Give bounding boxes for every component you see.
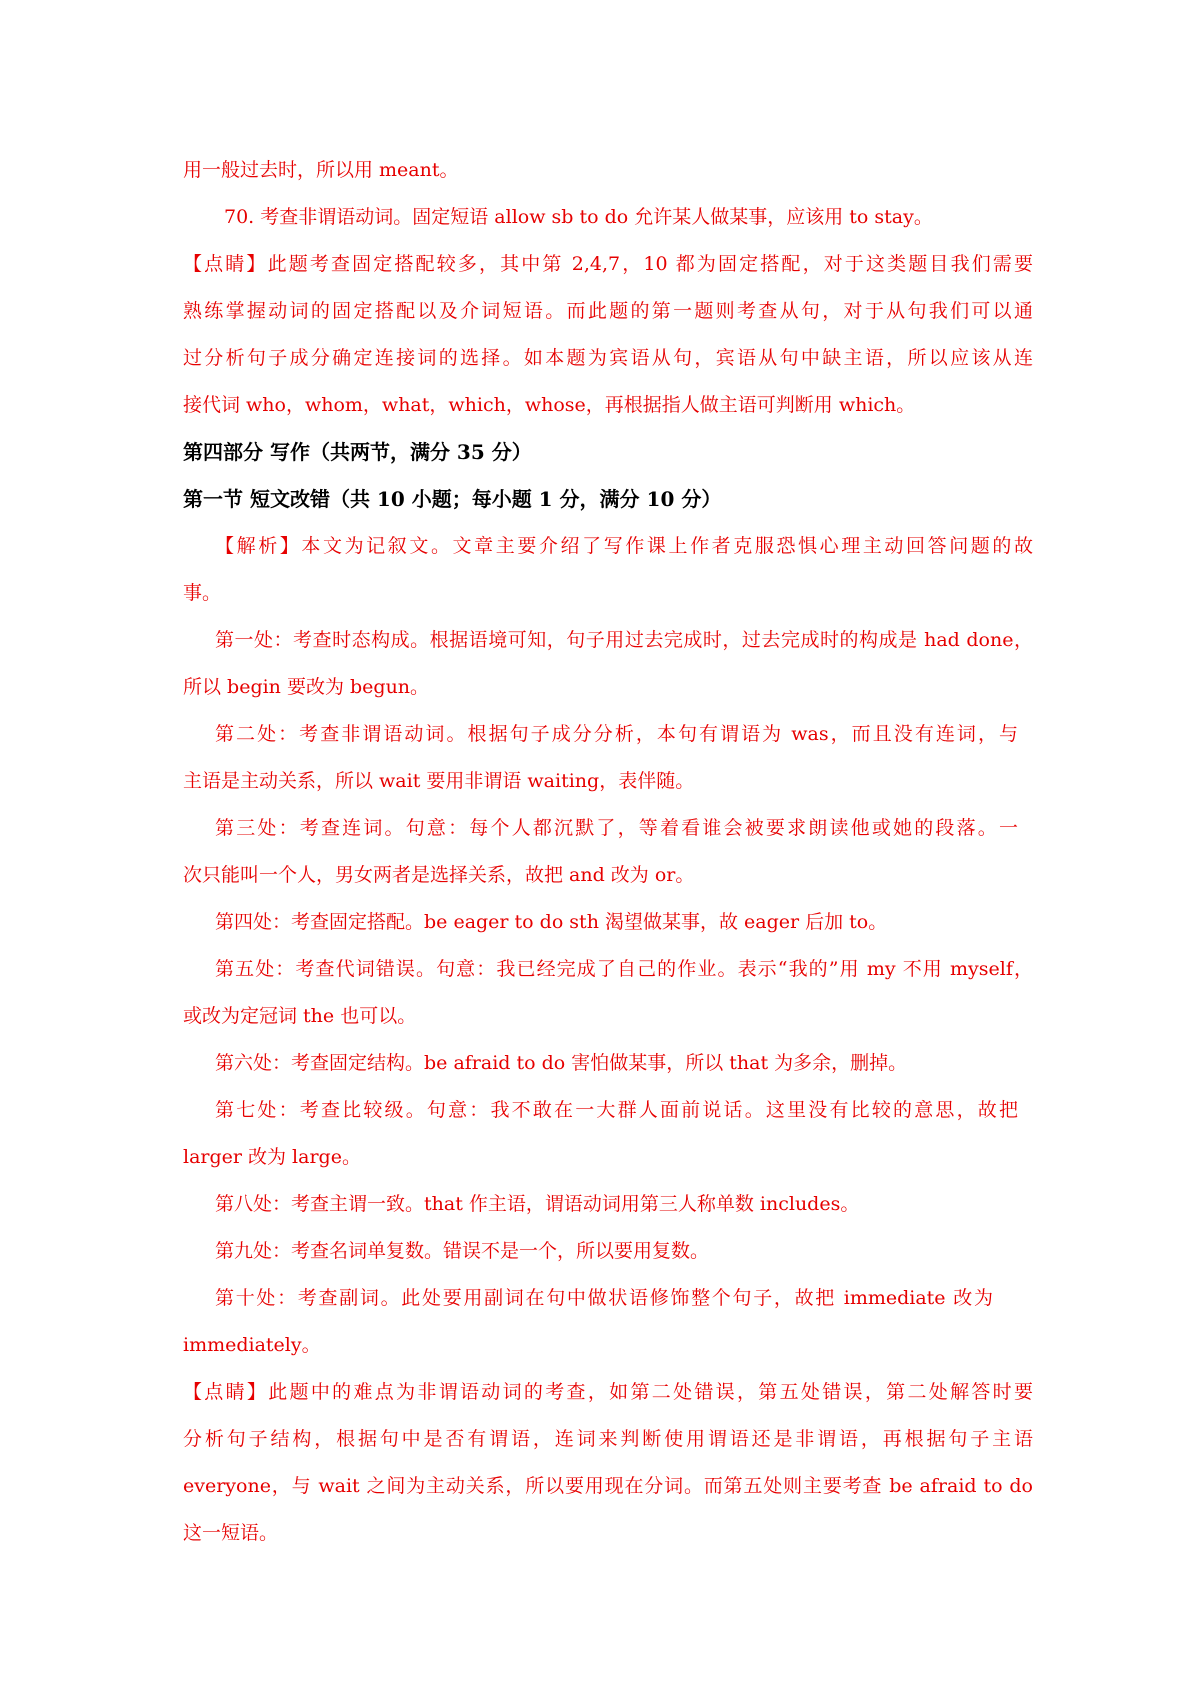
text-line: 主语是主动关系，所以 wait 要用非谓语 waiting，表伴随。 xyxy=(183,770,695,792)
text-line: 第三处：考查连词。句意：每个人都沉默了，等着看谁会被要求朗读他或她的段落。一 xyxy=(215,817,1018,839)
text-line: 第九处：考查名词单复数。错误不是一个，所以要用复数。 xyxy=(215,1240,710,1262)
subsection-heading: 第一节 短文改错（共 10 小题；每小题 1 分，满分 10 分） xyxy=(183,487,722,511)
text-line: 第二处：考查非谓语动词。根据句子成分分析，本句有谓语为 was，而且没有连词，与 xyxy=(215,723,1018,745)
text-line: immediately。 xyxy=(183,1334,321,1356)
text-line: 所以 begin 要改为 begun。 xyxy=(183,676,430,698)
text-line: 70. 考查非谓语动词。固定短语 allow sb to do 允许某人做某事，应该用 to stay。 xyxy=(224,206,933,228)
text-line: 第十处：考查副词。此处要用副词在句中做状语修饰整个句子，故把 immediate 改为 xyxy=(215,1287,993,1309)
text-line: 这一短语。 xyxy=(183,1522,279,1544)
text-line: 接代词 who，whom，what，which，whose，再根据指人做主语可判断用 which。 xyxy=(183,394,916,416)
section-heading: 第四部分 写作（共两节，满分 35 分） xyxy=(183,440,532,464)
text-line: 次只能叫一个人，男女两者是选择关系，故把 and 改为 or。 xyxy=(183,864,695,886)
text-line: 用一般过去时，所以用 meant。 xyxy=(183,159,459,181)
text-line: 过分析句子成分确定连接词的选择。如本题为宾语从句，宾语从句中缺主语，所以应该从连 xyxy=(183,347,1033,369)
text-line: 第五处：考查代词错误。句意：我已经完成了自己的作业。表示“我的”用 my 不用 myself， xyxy=(215,958,1033,980)
text-line: 【解析】本文为记叙文。文章主要介绍了写作课上作者克服恐惧心理主动回答问题的故 xyxy=(215,535,1033,557)
text-line: 第六处：考查固定结构。be afraid to do 害怕做某事，所以 that 为多余，删掉。 xyxy=(215,1052,908,1074)
text-line: 【点睛】此题中的难点为非谓语动词的考查，如第二处错误，第五处错误，第二处解答时要 xyxy=(183,1381,1033,1403)
text-line: 第八处：考查主谓一致。that 作主语，谓语动词用第三人称单数 includes。 xyxy=(215,1193,860,1215)
text-line: 或改为定冠词 the 也可以。 xyxy=(183,1005,417,1027)
text-line: larger 改为 large。 xyxy=(183,1146,361,1168)
text-line: 第七处：考查比较级。句意：我不敢在一大群人面前说话。这里没有比较的意思，故把 xyxy=(215,1099,1018,1121)
text-line: 【点睛】此题考查固定搭配较多，其中第 2,4,7，10 都为固定搭配，对于这类题目我们需要 xyxy=(183,253,1033,275)
text-line: 事。 xyxy=(183,582,222,604)
text-line: everyone，与 wait 之间为主动关系，所以要用现在分词。而第五处则主要考查 be afraid to do xyxy=(183,1475,1033,1497)
text-line: 分析句子结构，根据句中是否有谓语，连词来判断使用谓语还是非谓语，再根据句子主语 xyxy=(183,1428,1033,1450)
text-line: 熟练掌握动词的固定搭配以及介词短语。而此题的第一题则考查从句，对于从句我们可以通 xyxy=(183,300,1033,322)
text-line: 第四处：考查固定搭配。be eager to do sth 渴望做某事，故 eager 后加 to。 xyxy=(215,911,888,933)
text-line: 第一处：考查时态构成。根据语境可知，句子用过去完成时，过去完成时的构成是 had done， xyxy=(215,629,1033,651)
